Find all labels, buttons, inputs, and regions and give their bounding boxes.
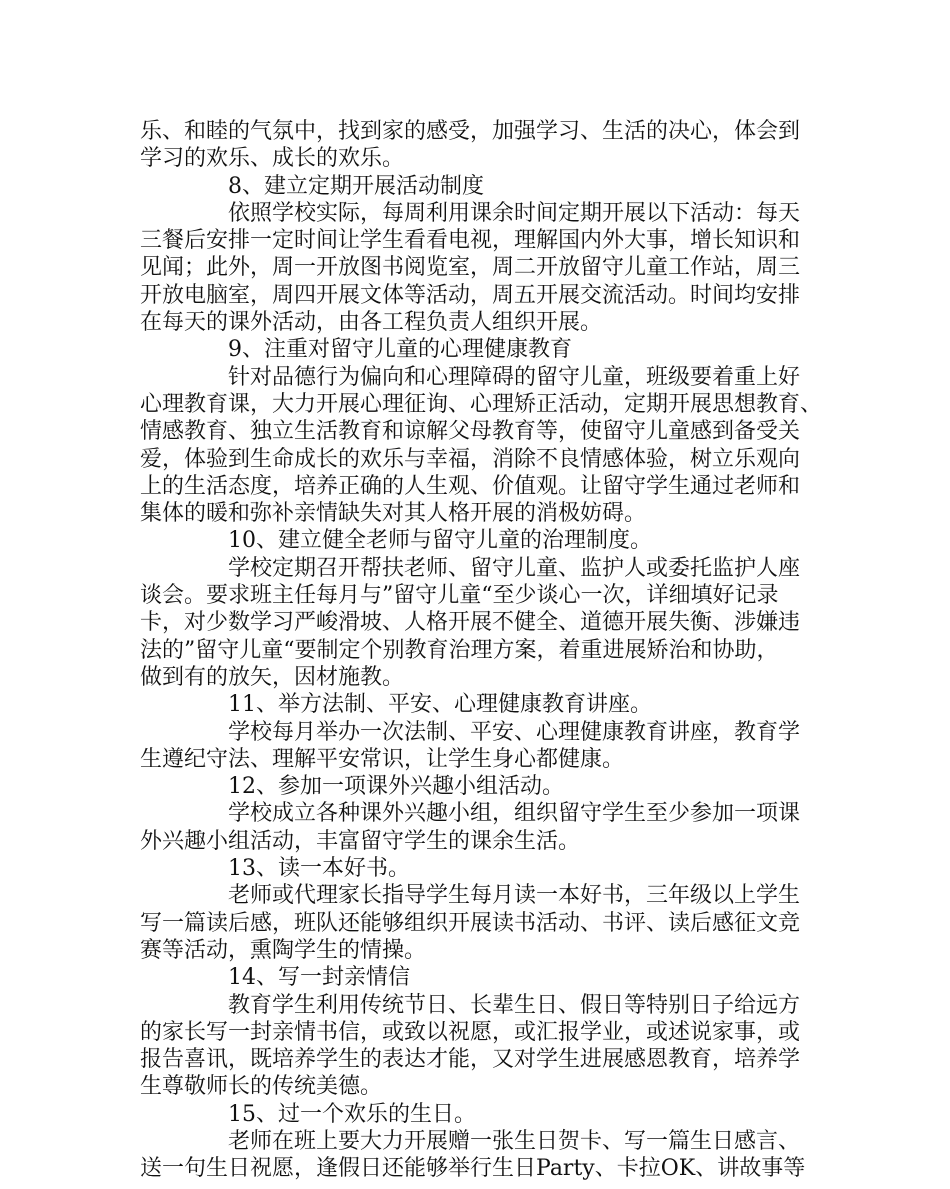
document-page [140, 118, 823, 1183]
text-line: 在每天的课外活动，由各工程负责人组织开展。 [140, 310, 603, 336]
text-line: 赛等活动，熏陶学生的情操。 [140, 937, 427, 963]
text-line: 卡，对少数学习严峻滑坡、人格开展不健全、道德开展失衡、涉嫌违 [140, 610, 801, 636]
text-line: 针对品德行为偏向和心理障碍的留守儿童，班级要着重上好 [228, 364, 801, 390]
text-line: 学校每月举办一次法制、平安、心理健康教育讲座，教育学 [228, 719, 801, 745]
text-line: 生尊敬师长的传统美德。 [140, 1074, 383, 1100]
text-line: 心理教育课，大力开展心理征询、心理矫正活动，定期开展思想教育、 [140, 391, 823, 417]
text-line: 报告喜讯，既培养学生的表达才能，又对学生进展感恩教育，培养学 [140, 1047, 801, 1073]
text-line: 上的生活态度，培养正确的人生观、价值观。让留守学生通过老师和 [140, 473, 801, 499]
text-line: 法的”留守儿童“要制定个别教育治理方案，着重进展矫治和协助， [140, 637, 779, 663]
text-line: 学习的欢乐、成长的欢乐。 [140, 146, 405, 172]
text-line: 的家长写一封亲情书信，或致以祝愿，或汇报学业，或述说家事，或 [140, 1019, 801, 1045]
text-line: 11、举方法制、平安、心理健康教育讲座。 [228, 692, 652, 718]
text-line: 见闻；此外，周一开放图书阅览室，周二开放留守儿童工作站，周三 [140, 255, 801, 281]
text-line: 依照学校实际，每周利用课余时间定期开展以下活动：每天 [228, 200, 801, 226]
text-line: 8、建立定期开展活动制度 [228, 173, 484, 199]
text-line: 外兴趣小组活动，丰富留守学生的课余生活。 [140, 828, 581, 854]
text-line: 15、过一个欢乐的生日。 [228, 1101, 476, 1127]
text-line: 生遵纪守法、理解平安常识，让学生身心都健康。 [140, 746, 625, 772]
text-line: 教育学生利用传统节日、长辈生日、假日等特别日子给远方 [228, 992, 801, 1018]
text-line: 学校成立各种课外兴趣小组，组织留守学生至少参加一项课 [228, 801, 801, 827]
text-line: 情感教育、独立生活教育和谅解父母教育等，使留守儿童感到备受关 [140, 419, 801, 445]
text-line: 开放电脑室，周四开展文体等活动，周五开展交流活动。时间均安排 [140, 282, 801, 308]
text-line: 13、读一本好书。 [228, 856, 410, 882]
text-line: 写一篇读后感，班队还能够组织开展读书活动、书评、读后感征文竞 [140, 910, 801, 936]
text-line: 9、注重对留守儿童的心理健康教育 [228, 337, 572, 363]
text-line: 做到有的放矢，因材施教。 [140, 664, 405, 690]
text-line: 老师或代理家长指导学生每月读一本好书，三年级以上学生 [228, 883, 801, 909]
text-line: 爱，体验到生命成长的欢乐与幸福，消除不良情感体验，树立乐观向 [140, 446, 801, 472]
text-line: 14、写一封亲情信 [228, 965, 410, 991]
text-line: 老师在班上要大力开展赠一张生日贺卡、写一篇生日感言、 [228, 1128, 801, 1154]
text-line: 送一句生日祝愿，逢假日还能够举行生日Party、卡拉OK、讲故事等 [140, 1156, 806, 1182]
text-line: 10、建立健全老师与留守儿童的治理制度。 [228, 528, 652, 554]
text-line: 乐、和睦的气氛中，找到家的感受，加强学习、生活的决心，体会到 [140, 119, 801, 144]
text-line: 谈会。要求班主任每月与”留守儿童“至少谈心一次，详细填好记录 [140, 583, 779, 609]
text-line: 学校定期召开帮扶老师、留守儿童、监护人或委托监护人座 [228, 555, 801, 581]
text-line: 集体的暖和弥补亲情缺失对其人格开展的消极妨碍。 [140, 501, 647, 527]
text-line: 12、参加一项课外兴趣小组活动。 [228, 774, 564, 800]
text-line: 三餐后安排一定时间让学生看看电视，理解国内外大事，增长知识和 [140, 228, 801, 254]
